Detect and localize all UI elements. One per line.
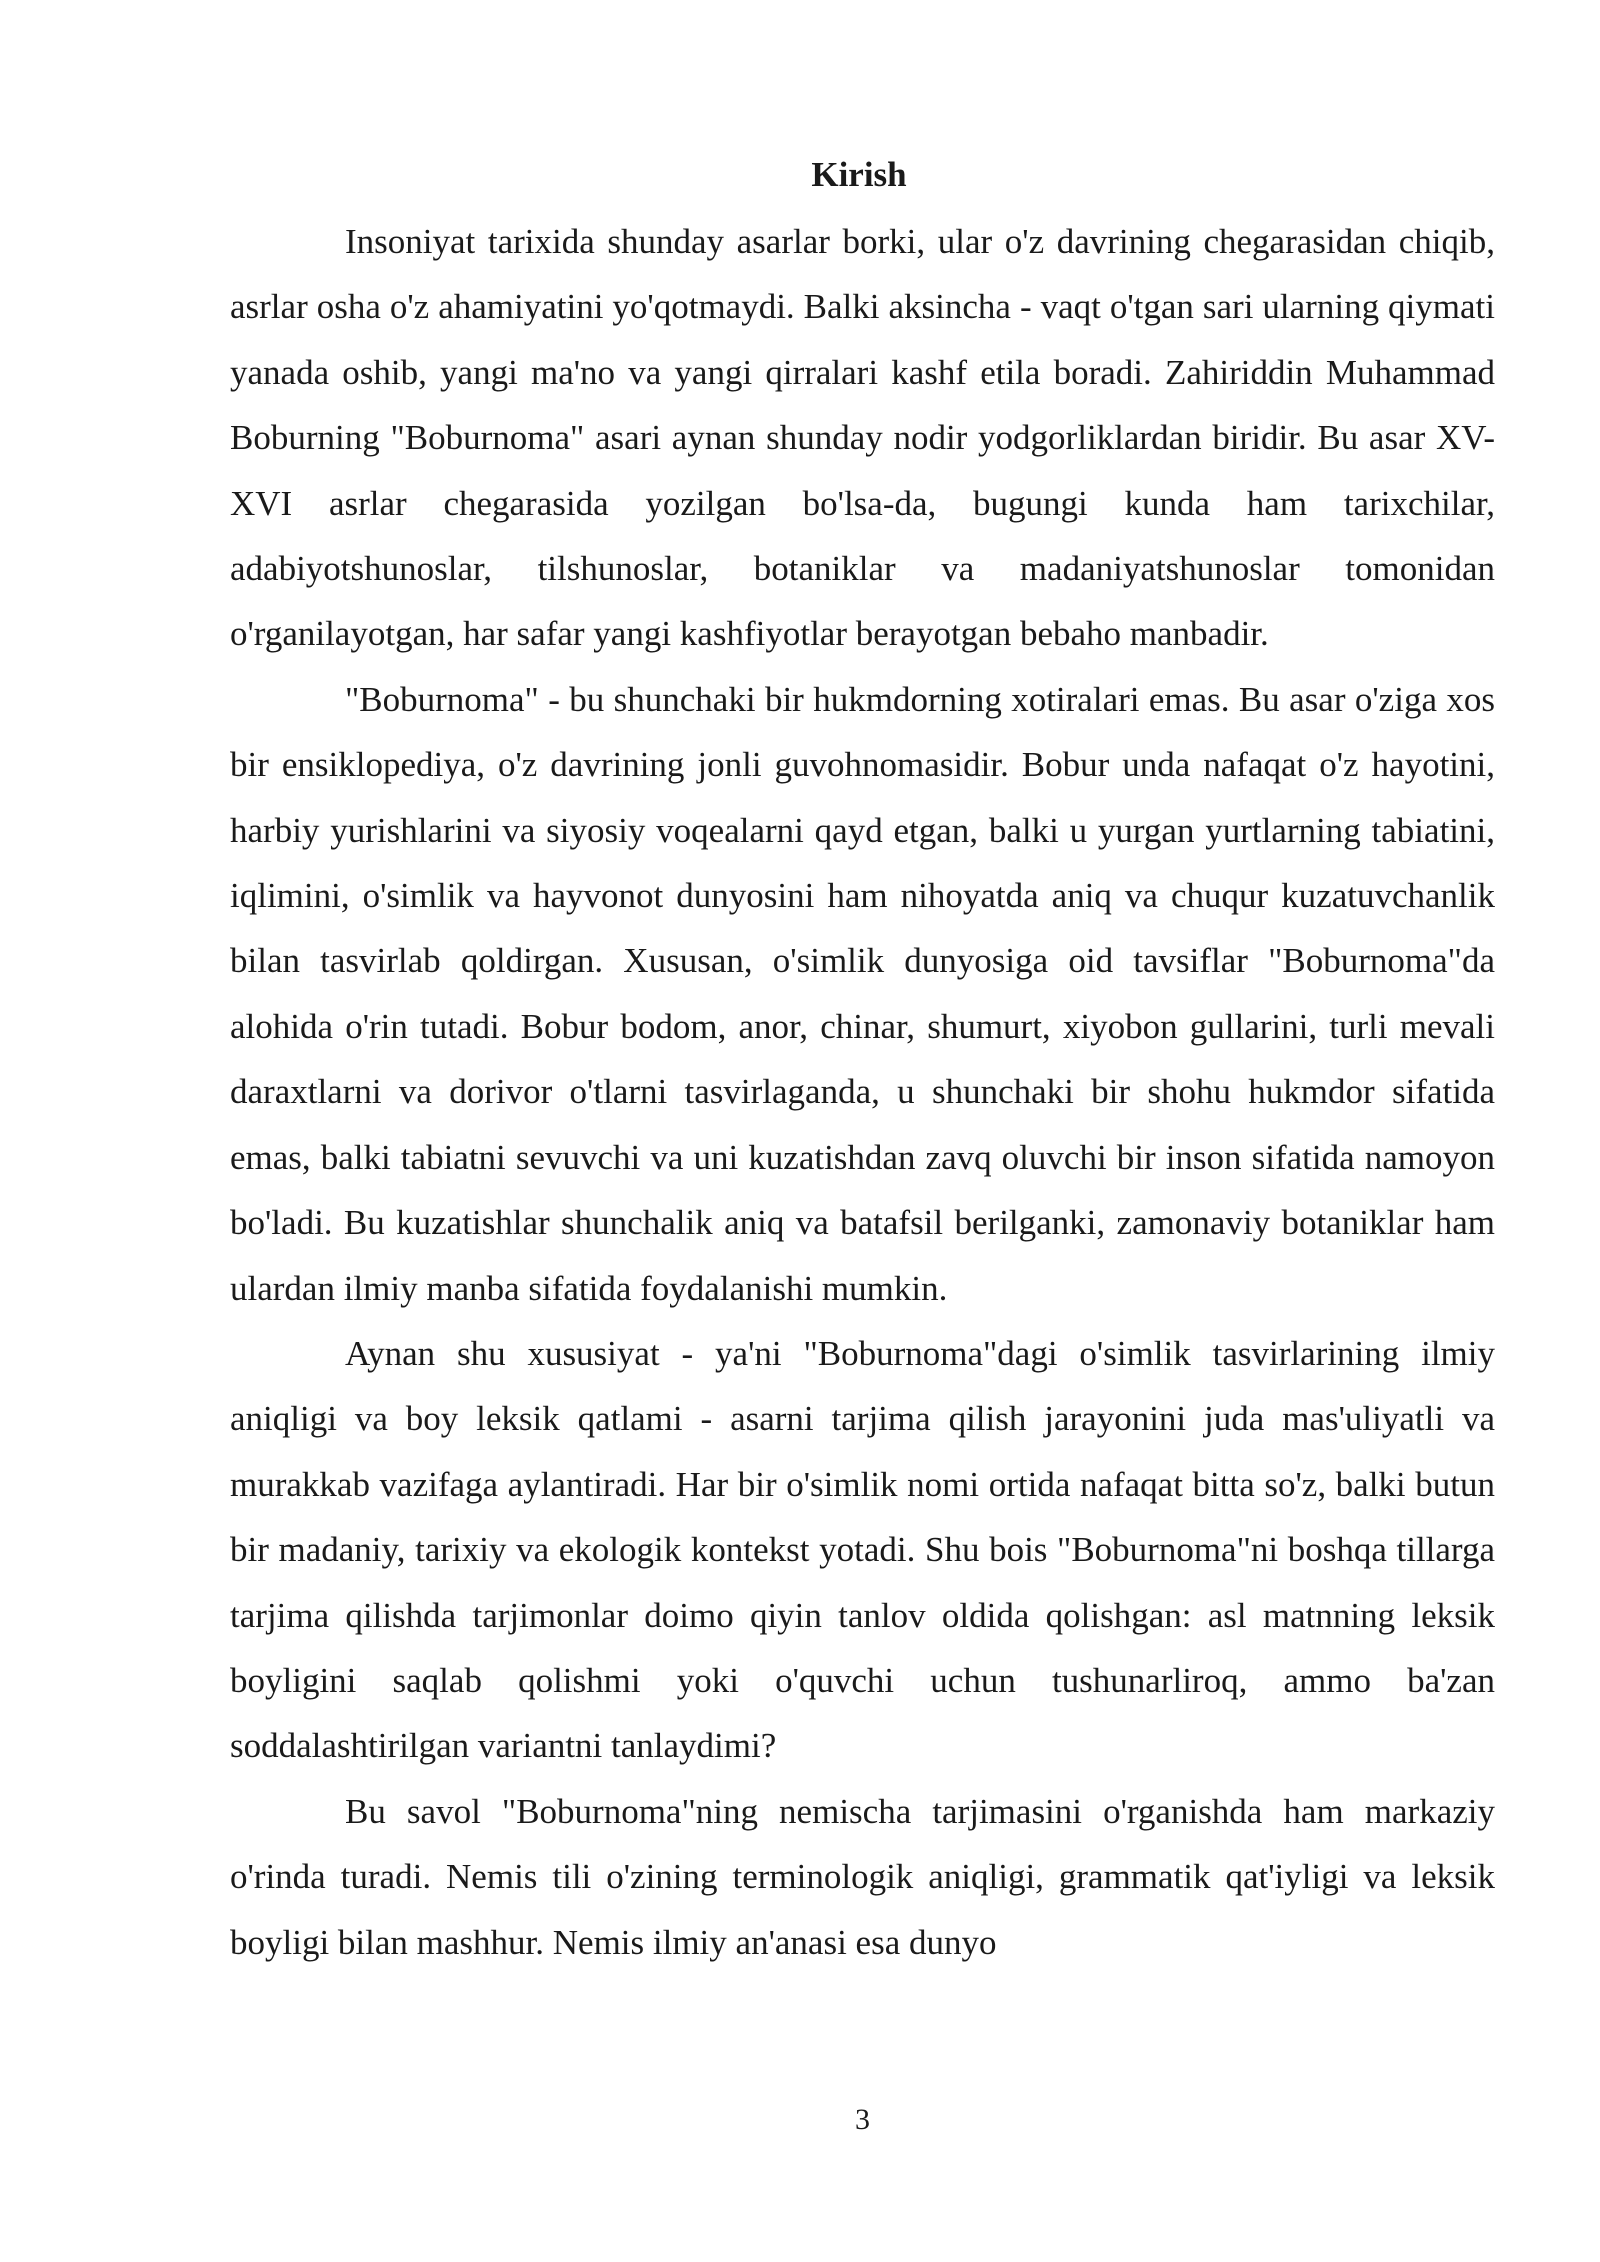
section-heading: Kirish [811,155,907,194]
page-number: 3 [855,2103,870,2136]
paragraph-3: Aynan shu xususiyat - ya'ni "Boburnoma"dagi o'simlik tasvirlarining ilmiy aniqligi va boy leksik qatlami - asarni tarjima qilish jarayonini juda mas'uliyatli va murakkab vazifaga aylantiradi. Har bir o'simlik nomi ortida nafaqat bitta so'z, balki butun bir madaniy, tarixiy va ekologik kontekst yotadi. Shu bois "Boburnoma"ni boshqa tillarga tarjima qilishda tarjimonlar doimo qiyin tanlov oldida qolishgan: asl matnning leksik boyligini saqlab qolishmi yoki o'quvchi uchun tushunarliroq, ammo ba'zan soddalashtirilgan variantni tanlaydimi? [230,1333,1495,1766]
paragraph-4: Bu savol "Boburnoma"ning nemischa tarjimasini o'rganishda ham markaziy o'rinda turadi. Nemis tili o'zining terminologik aniqligi, grammatik qat'iyligi va leksik boyligi bilan mashhur. Nemis ilmiy an'anasi esa dunyo [230,1791,1495,1962]
paragraph-2: "Boburnoma" - bu shunchaki bir hukmdorning xotiralari emas. Bu asar o'ziga xos bir ensiklopediya, o'z davrining jonli guvohnomasidir. Bobur unda nafaqat o'z hayotini, harbiy yurishlarini va siyosiy voqealarni qayd etgan, balki u yurgan yurtlarning tabiatini, iqlimini, o'simlik va hayvonot dunyosini ham nihoyatda aniq va chuqur kuzatuvchanlik bilan tasvirlab qoldirgan. Xususan, o'simlik dunyosiga oid tavsiflar "Boburnoma"da alohida o'rin tutadi. Bobur bodom, anor, chinar, shumurt, xiyobon gullarini, turli mevali daraxtlarni va dorivor o'tlarni tasvirlaganda, u shunchaki bir shohu hukmdor sifatida emas, balki tabiatni sevuvchi va uni kuzatishdan zavq oluvchi bir inson sifatida namoyon bo'ladi. Bu kuzatishlar shunchalik aniq va batafsil berilganki, zamonaviy botaniklar ham ulardan ilmiy manba sifatida foydalanishi mumkin. [230,679,1495,1308]
body-text [230,209,1495,1975]
paragraph-1: Insoniyat tarixida shunday asarlar borki, ular o'z davrining chegarasidan chiqib, asrlar osha o'z ahamiyatini yo'qotmaydi. Balki aksincha - vaqt o'tgan sari ularning qiymati yanada oshib, yangi ma'no va yangi qirralari kashf etila boradi. Zahiriddin Muhammad Boburning "Boburnoma" asari aynan shunday nodir yodgorliklardan biridir. Bu asar XV-XVI asrlar chegarasida yozilgan bo'lsa-da, bugungi kunda ham tarixchilar, adabiyotshunoslar, tilshunoslar, botaniklar va madaniyatshunoslar tomonidan o'rganilayotgan, har safar yangi kashfiyotlar berayotgan bebaho manbadir. [230,222,1495,654]
